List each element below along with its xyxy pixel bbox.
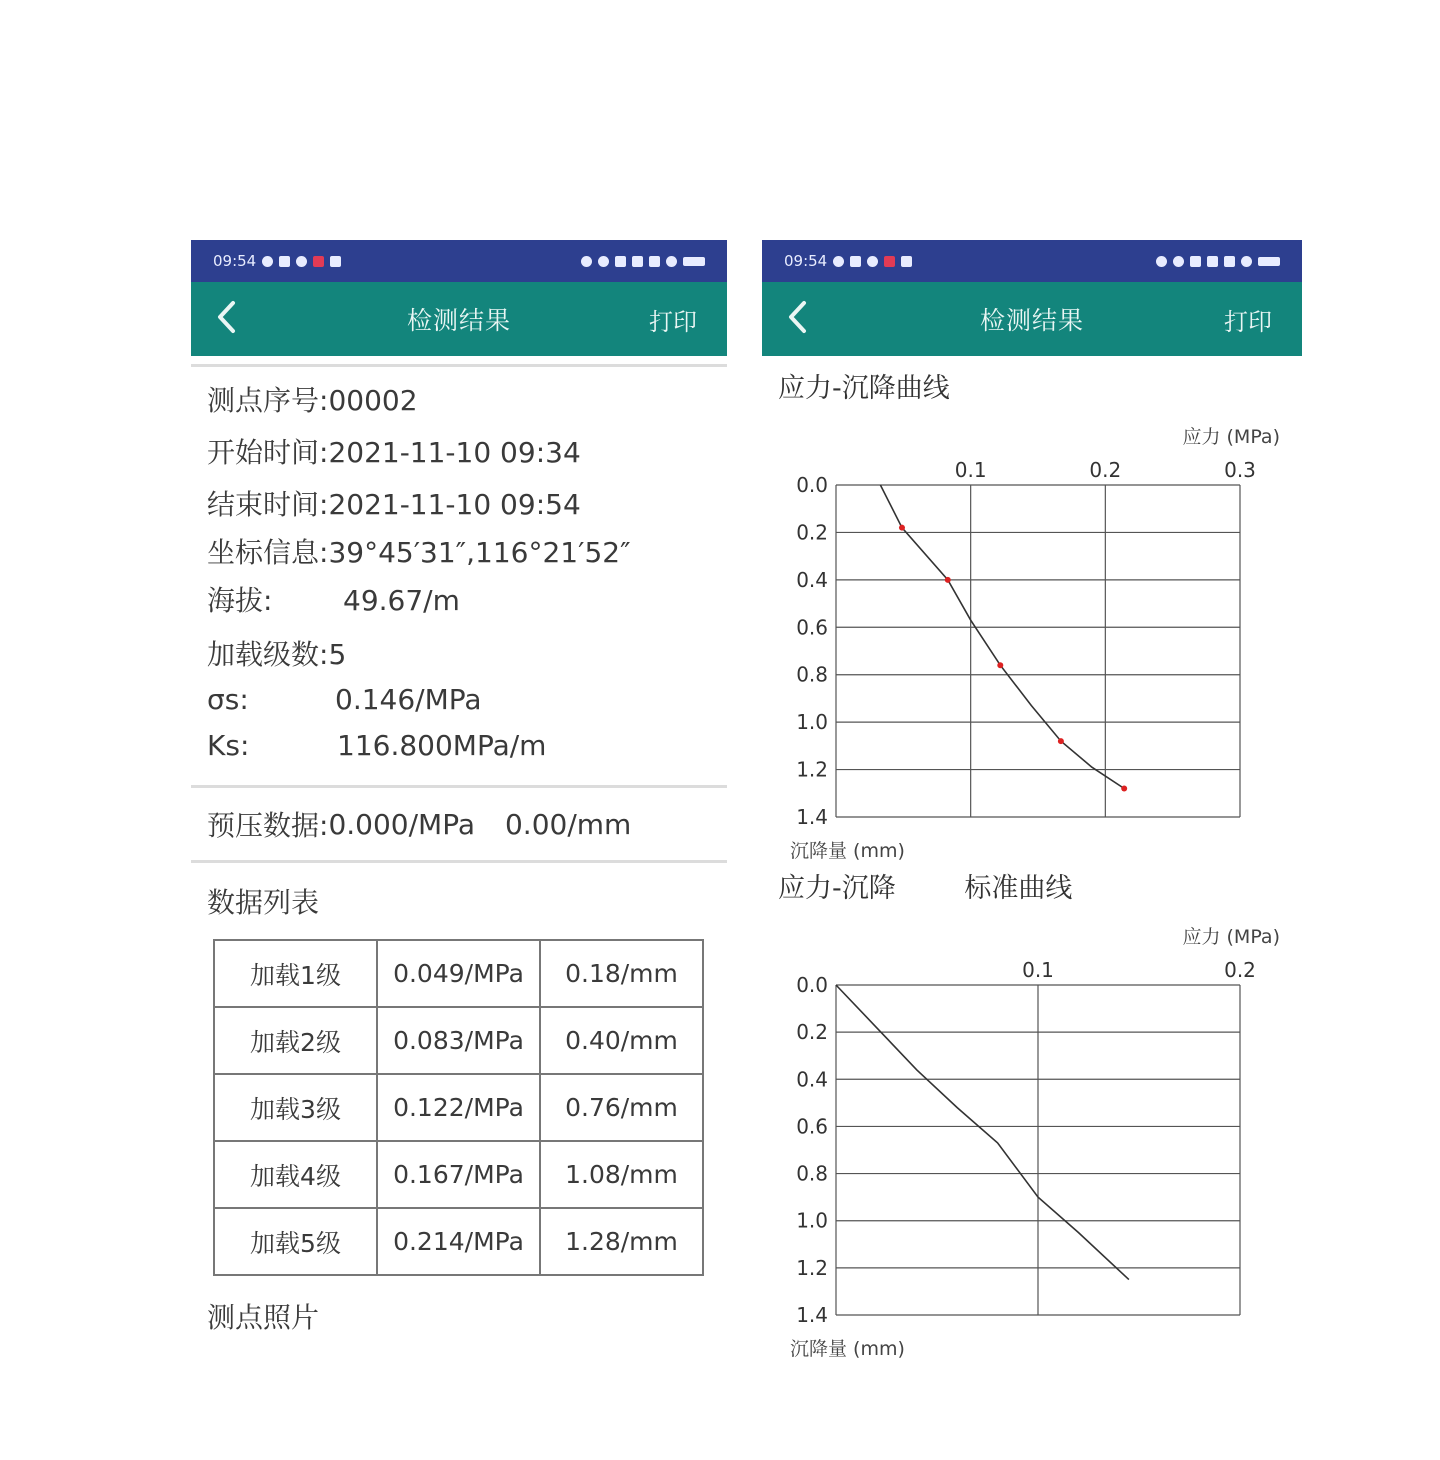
- table-cell-stress: 0.167/MPa: [377, 1141, 540, 1208]
- x-tick-label: 0.3: [1224, 458, 1256, 482]
- page-title: 检测结果: [406, 306, 511, 335]
- preload-row: [191, 788, 727, 860]
- table-cell-stress: 0.122/MPa: [377, 1074, 540, 1141]
- table-cell-level: 加载1级: [214, 940, 377, 1007]
- standard-curve-chart: [762, 905, 1302, 1365]
- photo-title: 测点照片: [207, 1301, 320, 1334]
- data-table: [213, 939, 704, 1276]
- battery-icon: [1258, 257, 1280, 266]
- signal-icon: [1224, 256, 1235, 267]
- y-axis-label: 沉降量 (mm): [790, 1338, 905, 1360]
- battery-icon: [683, 257, 705, 266]
- table-row: [214, 1007, 703, 1074]
- print-button[interactable]: 打印: [649, 307, 697, 336]
- end-time-value: 2021-11-10 09:54: [328, 488, 581, 521]
- table-cell-settle: 1.08/mm: [540, 1141, 703, 1208]
- vibrate-icon: [1173, 256, 1184, 267]
- preload-settle: 0.00/mm: [504, 807, 632, 841]
- chart2-title: 应力-沉降: [778, 873, 896, 904]
- chart2-title-row: [762, 866, 1302, 905]
- table-cell-stress: 0.214/MPa: [377, 1208, 540, 1275]
- data-point: [1121, 786, 1127, 792]
- start-time-value: 2021-11-10 09:34: [328, 436, 581, 469]
- alert-icon: [884, 256, 895, 267]
- altitude-label: 海拔:: [207, 584, 273, 617]
- message-icon: [330, 256, 341, 267]
- series-line: [880, 485, 1124, 789]
- y-tick-label: 0.0: [796, 973, 828, 997]
- y-tick-label: 1.2: [796, 1255, 828, 1280]
- y-tick-label: 0.0: [796, 473, 828, 497]
- data-point: [899, 525, 905, 531]
- data-list-title: 数据列表: [207, 886, 320, 919]
- coord-row: [207, 531, 711, 579]
- app-bar: [191, 282, 727, 356]
- chart2-subtitle: 标准曲线: [964, 873, 1073, 904]
- app-icon: [850, 256, 861, 267]
- data-point: [997, 662, 1003, 668]
- y-tick-label: 0.4: [796, 1067, 828, 1092]
- signal-icon: [649, 256, 660, 267]
- x-tick-label: 0.2: [1224, 958, 1256, 982]
- message-icon: [901, 256, 912, 267]
- alert-icon: [313, 256, 324, 267]
- y-tick-label: 0.2: [796, 520, 828, 545]
- altitude-row: [207, 579, 711, 633]
- data-point: [1058, 738, 1064, 744]
- alarm-icon: [1156, 256, 1167, 267]
- sim-icon: [632, 256, 643, 267]
- nfc-icon: [1190, 256, 1201, 267]
- y-tick-label: 1.2: [796, 757, 828, 782]
- status-time: 09:54: [784, 252, 828, 270]
- x-tick-label: 0.1: [1022, 958, 1054, 982]
- y-tick-label: 0.6: [796, 1114, 828, 1139]
- x-axis-label: 应力 (MPa): [1182, 426, 1280, 448]
- alarm-icon: [581, 256, 592, 267]
- y-tick-label: 1.4: [796, 1303, 828, 1327]
- ks-value: 116.800MPa/m: [337, 729, 547, 762]
- coord-value: 39°45′31″,116°21′52″: [328, 536, 631, 569]
- table-row: [214, 1074, 703, 1141]
- y-tick-label: 0.8: [796, 662, 828, 687]
- app-bar: [762, 282, 1302, 356]
- table-cell-level: 加载2级: [214, 1007, 377, 1074]
- y-tick-label: 1.0: [796, 1208, 828, 1233]
- preload-label: 预压数据:: [207, 809, 329, 842]
- stress-settlement-chart: [762, 405, 1302, 860]
- x-axis-label: 应力 (MPa): [1182, 926, 1280, 948]
- altitude-value: 49.67/m: [343, 584, 460, 617]
- start-time-label: 开始时间:: [207, 436, 329, 469]
- print-button[interactable]: 打印: [1224, 307, 1272, 336]
- vibrate-icon: [598, 256, 609, 267]
- status-time: 09:54: [213, 252, 257, 270]
- table-cell-level: 加载3级: [214, 1074, 377, 1141]
- left-screen: [191, 240, 727, 1334]
- settings-icon: [296, 256, 307, 267]
- notification-icon: [262, 256, 273, 267]
- table-cell-level: 加载4级: [214, 1141, 377, 1208]
- status-bar: [191, 240, 727, 282]
- table-row: [214, 1141, 703, 1208]
- point-no-label: 测点序号:: [207, 384, 329, 417]
- nfc-icon: [615, 256, 626, 267]
- y-tick-label: 0.8: [796, 1161, 828, 1186]
- wifi-icon: [666, 256, 677, 267]
- page-title: 检测结果: [979, 306, 1084, 335]
- end-time-row: [207, 483, 711, 531]
- y-axis-label: 沉降量 (mm): [790, 840, 905, 860]
- table-row: [214, 940, 703, 1007]
- coord-label: 坐标信息:: [207, 536, 329, 569]
- table-cell-settle: 0.40/mm: [540, 1007, 703, 1074]
- sigma-row: [207, 683, 711, 729]
- y-tick-label: 0.6: [796, 615, 828, 640]
- y-tick-label: 0.4: [796, 567, 828, 592]
- table-row: [214, 1208, 703, 1275]
- table-cell-settle: 0.18/mm: [540, 940, 703, 1007]
- settings-icon: [867, 256, 878, 267]
- start-time-row: [207, 431, 711, 483]
- table-cell-level: 加载5级: [214, 1208, 377, 1275]
- ks-row: [207, 729, 711, 777]
- ks-label: Ks:: [207, 729, 250, 762]
- x-tick-label: 0.1: [954, 458, 987, 482]
- notification-icon: [833, 256, 844, 267]
- levels-value: 5: [328, 638, 347, 671]
- wifi-icon: [1241, 256, 1252, 267]
- sim-icon: [1207, 256, 1218, 267]
- status-bar: [762, 240, 1302, 282]
- series-line: [836, 985, 1129, 1280]
- y-tick-label: 0.2: [796, 1020, 828, 1045]
- x-tick-label: 0.2: [1089, 458, 1122, 482]
- levels-label: 加载级数:: [207, 638, 329, 671]
- table-cell-settle: 1.28/mm: [540, 1208, 703, 1275]
- data-point: [945, 577, 951, 583]
- table-cell-stress: 0.049/MPa: [377, 940, 540, 1007]
- sigma-label: σs:: [207, 683, 249, 716]
- info-section: [191, 367, 727, 777]
- y-tick-label: 1.0: [796, 710, 828, 735]
- right-screen: [762, 240, 1302, 1360]
- sigma-value: 0.146/MPa: [335, 683, 482, 716]
- table-cell-stress: 0.083/MPa: [377, 1007, 540, 1074]
- app-icon: [279, 256, 290, 267]
- chart1-title: 应力-沉降曲线: [778, 373, 950, 404]
- point-no-value: 00002: [328, 384, 418, 417]
- levels-row: [207, 633, 711, 683]
- point-no-row: [207, 379, 711, 423]
- table-cell-settle: 0.76/mm: [540, 1074, 703, 1141]
- end-time-label: 结束时间:: [207, 488, 329, 521]
- y-tick-label: 1.4: [796, 805, 828, 829]
- preload-stress: 0.000/MPa: [328, 807, 475, 841]
